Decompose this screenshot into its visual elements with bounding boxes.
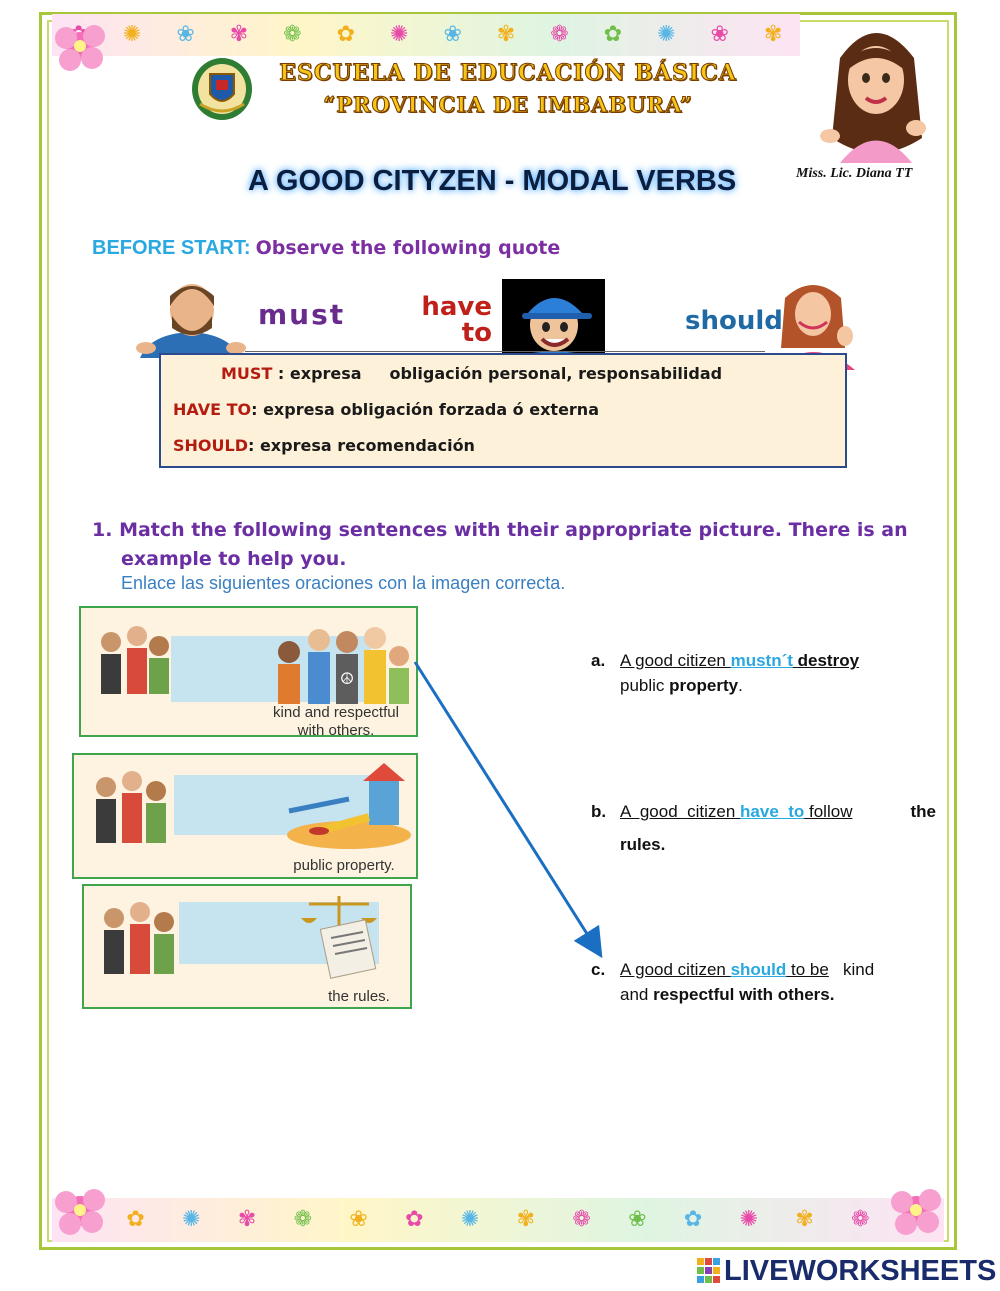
people-group-icon <box>89 616 179 706</box>
school-name-line2: “PROVINCIA DE IMBABURA” <box>323 92 693 117</box>
sentence-a-letter: a. <box>591 651 606 670</box>
sentence-a-verb: destroy <box>797 651 860 670</box>
word-should: should <box>685 306 783 336</box>
before-start-heading <box>92 237 792 260</box>
sentence-a-modal: mustn´t <box>730 651 793 670</box>
sentence-b-letter: b. <box>591 802 607 821</box>
svg-text:☮: ☮ <box>339 669 355 688</box>
picture-rules-caption-line1: the rules. <box>328 988 390 1005</box>
sentence-a[interactable] <box>591 648 931 698</box>
sentence-c-object: respectful with others. <box>653 985 835 1004</box>
definition-should-key: SHOULD <box>173 436 248 455</box>
picture-rules-caption <box>304 988 412 1006</box>
picture-card-property[interactable] <box>72 753 418 879</box>
playground-icon <box>279 761 414 851</box>
question-number: 1. <box>92 519 113 541</box>
definition-should <box>173 436 475 455</box>
pink-flower-icon <box>50 16 120 76</box>
question-line1: Match the following sentences with their appropriate picture. There is an <box>119 519 908 541</box>
sentence-b-part2: follow <box>804 802 853 821</box>
bottom-flower-border: ✿ ✺ ✾ ❁ ❀ ✿ ✺ ✾ ❁ ❀ ✿ ✺ ✾ ❁ <box>52 1198 944 1242</box>
school-name-line1: ESCUELA DE EDUCACIÓN BÁSICA <box>279 60 737 86</box>
definition-have-to-text: expresa obligación forzada ó externa <box>263 400 599 419</box>
sentence-c-modal: should <box>730 960 787 979</box>
sentence-b[interactable] <box>591 799 936 857</box>
pink-flower-icon <box>50 1178 120 1238</box>
liveworksheets-icon <box>697 1258 721 1284</box>
pink-flower-icon <box>880 1178 950 1238</box>
before-start-text: Observe the following quote <box>255 237 561 259</box>
picture-kind-caption <box>256 704 416 737</box>
sentence-c-text <box>620 957 829 982</box>
example-match-arrow <box>400 650 610 960</box>
bearded-man-illustration <box>130 276 250 358</box>
definition-have-to <box>173 400 599 419</box>
school-crest-icon <box>190 56 254 122</box>
word-to: to <box>461 318 492 348</box>
word-have-to <box>410 294 492 346</box>
sentence-a-line2 <box>591 673 931 698</box>
sentence-c-part3: kind <box>828 960 875 979</box>
definition-must-key: MUST <box>221 364 273 383</box>
divider-line <box>245 351 765 352</box>
question-subtitle: Enlace las siguientes oraciones con la imagen correcta. <box>121 573 566 593</box>
picture-kind-caption-line1: kind and respectful <box>273 704 399 721</box>
sentence-b-line1 <box>591 799 936 824</box>
sentence-c-part1: A good citizen <box>620 960 731 979</box>
sentence-c-letter: c. <box>591 960 606 979</box>
sentence-c-line1 <box>591 957 931 982</box>
sentence-c-line2 <box>591 982 931 1007</box>
definition-must-sep: : <box>272 364 290 383</box>
sentence-a-line2a: public <box>620 676 670 695</box>
sentence-a-line1 <box>591 648 931 673</box>
sentence-a-text <box>620 648 859 673</box>
page-title: A GOOD CITYZEN - MODAL VERBS <box>248 165 737 197</box>
liveworksheets-text: LIVEWORKSHEETS <box>724 1254 997 1287</box>
teacher-avatar <box>810 18 942 163</box>
diverse-people-icon <box>269 612 414 707</box>
definition-have-to-sep: : <box>251 400 264 419</box>
definition-must <box>221 364 722 383</box>
liveworksheets-logo[interactable] <box>697 1254 997 1288</box>
definition-must-text: expresa obligación personal, responsabilidad <box>289 364 723 383</box>
definition-should-text: expresa recomendación <box>259 436 475 455</box>
question-heading <box>92 516 912 545</box>
definitions-box <box>159 353 847 468</box>
sentence-a-period: . <box>738 676 743 695</box>
justice-scales-document-icon <box>289 890 409 985</box>
picture-property-caption <box>269 857 418 875</box>
before-start-label: BEFORE START: <box>92 237 251 259</box>
picture-card-rules[interactable] <box>82 884 412 1009</box>
sentence-b-object: rules. <box>620 835 666 854</box>
definition-have-to-key: HAVE TO <box>173 400 252 419</box>
picture-kind-caption-line2: with others. <box>297 722 375 737</box>
picture-property-caption-line1: public property. <box>293 857 395 874</box>
word-have: have <box>421 292 492 322</box>
question-line2: example to help you. <box>121 548 347 570</box>
sentence-b-part1: A good citizen <box>620 802 741 821</box>
sentence-c[interactable] <box>591 957 931 1007</box>
sentence-b-modal: have to <box>740 802 805 821</box>
teacher-name: Miss. Lic. Diana TT <box>796 166 913 181</box>
sentence-b-line2 <box>591 832 936 857</box>
worker-man-illustration <box>502 279 605 358</box>
sentence-a-part1: A good citizen <box>620 651 731 670</box>
sentence-c-part2: to be <box>786 960 829 979</box>
word-must: must <box>258 298 346 331</box>
sentence-b-the: the <box>910 802 936 821</box>
definition-should-sep: : <box>247 436 260 455</box>
people-group-icon <box>92 892 187 987</box>
top-flower-border: ✺ ❀ ✾ ❁ ✿ ✺ ❀ ✾ ❁ ✿ ✺ ❀ ✾ <box>52 14 800 56</box>
sentence-a-object: property <box>669 676 739 695</box>
sentence-b-text <box>620 799 852 824</box>
sentence-c-line2a: and <box>620 985 654 1004</box>
people-group-icon <box>84 761 179 856</box>
picture-card-kind[interactable] <box>79 606 418 737</box>
